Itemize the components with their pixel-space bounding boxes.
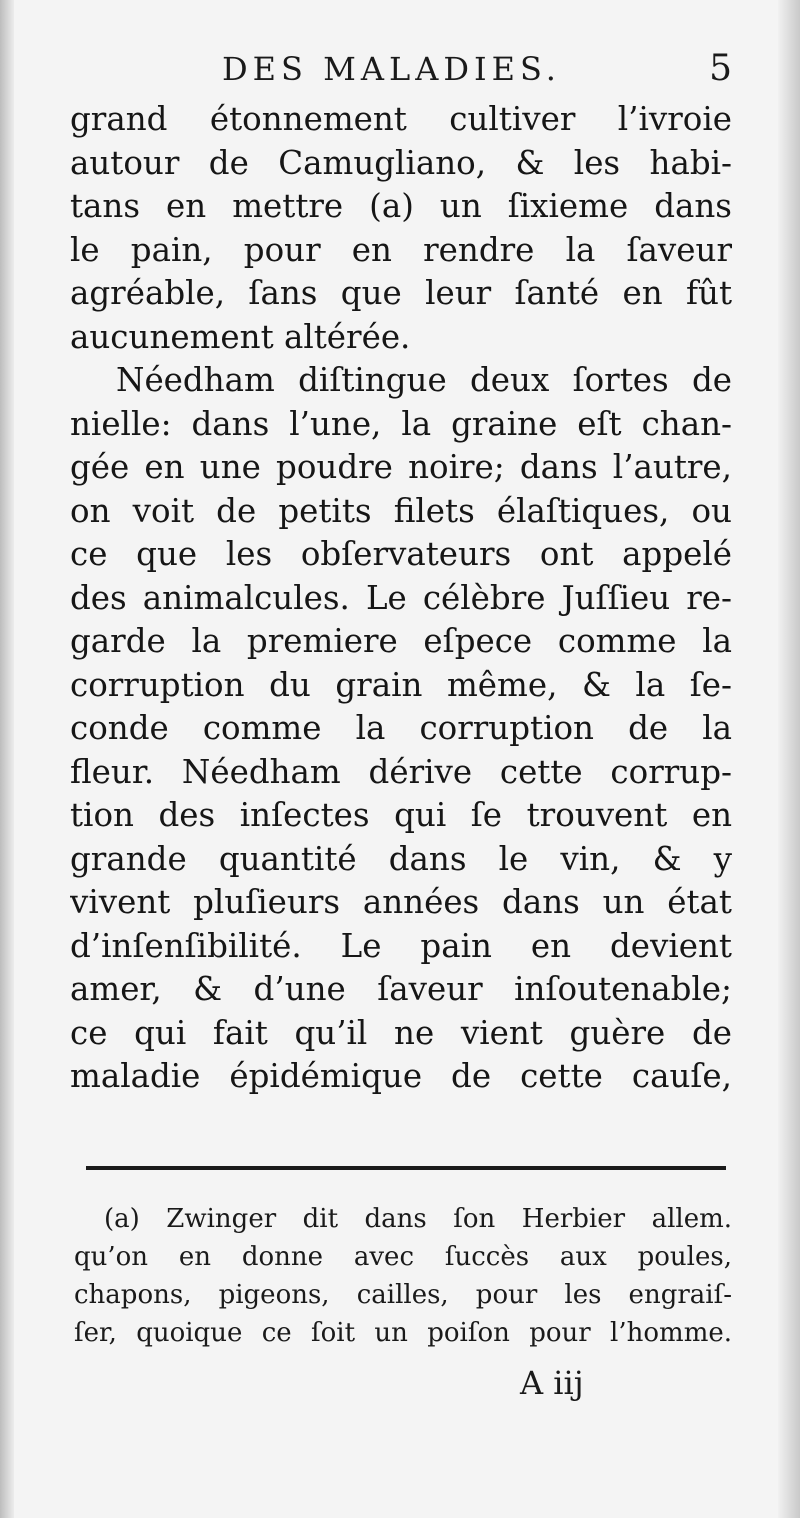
text-line: corruption du grain même, & la ſe- — [70, 665, 732, 704]
page-left-edge-shadow — [0, 0, 14, 1518]
text-line: aucunement altérée. — [70, 317, 411, 356]
text-line: grande quantité dans le vin, & y — [70, 839, 732, 878]
text-line: vivent pluſieurs années dans un état — [70, 883, 732, 921]
footnote-line: qu’on en donne avec ſuccès aux poules, — [74, 1242, 732, 1272]
footnote-line: chapons, pigeons, cailles, pour les engraiſ- — [74, 1280, 732, 1310]
page-header — [70, 50, 734, 98]
text-line: tion des inſectes qui ſe trouvent en — [70, 796, 732, 834]
text-line: agréable, ſans que leur ſanté en fût — [70, 274, 732, 312]
main-text-block — [70, 98, 732, 1099]
footnote-block — [74, 1200, 732, 1352]
text-line: amer, & d’une ſaveur inſoutenable; — [70, 970, 732, 1008]
footnote-line: (a) Zwinger dit dans ſon Herbier allem. — [104, 1204, 732, 1234]
text-line: fleur. Néedham dérive cette corrup- — [70, 752, 732, 791]
footnote-line: ſer, quoique ce ſoit un poiſon pour l’homme. — [74, 1318, 732, 1348]
running-head: DES MALADIES. — [222, 50, 561, 88]
text-line: ce qui fait qu’il ne vient guère de — [70, 1013, 732, 1052]
text-line: on voit de petits filets élaſtiques, ou — [70, 491, 732, 530]
text-line: garde la premiere eſpece comme la — [70, 622, 732, 660]
text-line: grand étonnement cultiver l’ivroie — [70, 100, 732, 138]
text-line: autour de Camugliano, & les habi- — [70, 143, 732, 182]
text-line: d’inſenſibilité. Le pain en devient — [70, 926, 732, 965]
footnote-separator-rule — [86, 1166, 726, 1170]
text-line: maladie épidémique de cette cauſe, — [70, 1057, 732, 1095]
page-number: 5 — [709, 48, 732, 89]
text-line: nielle: dans l’une, la graine eſt chan- — [70, 404, 732, 443]
page-right-edge-shadow — [778, 0, 800, 1518]
text-line: tans en mettre (a) un ſixieme dans — [70, 187, 732, 225]
text-line: des animalcules. Le célèbre Juſſieu re- — [70, 578, 732, 617]
text-line: Néedham diſtingue deux ſortes de — [116, 361, 732, 399]
text-line: le pain, pour en rendre la ſaveur — [70, 230, 732, 269]
text-line: conde comme la corruption de la — [70, 709, 732, 747]
text-line: gée en une poudre noire; dans l’autre, — [70, 448, 732, 486]
text-line: ce que les obſervateurs ont appelé — [70, 535, 732, 573]
signature-mark: A iij — [520, 1364, 584, 1402]
